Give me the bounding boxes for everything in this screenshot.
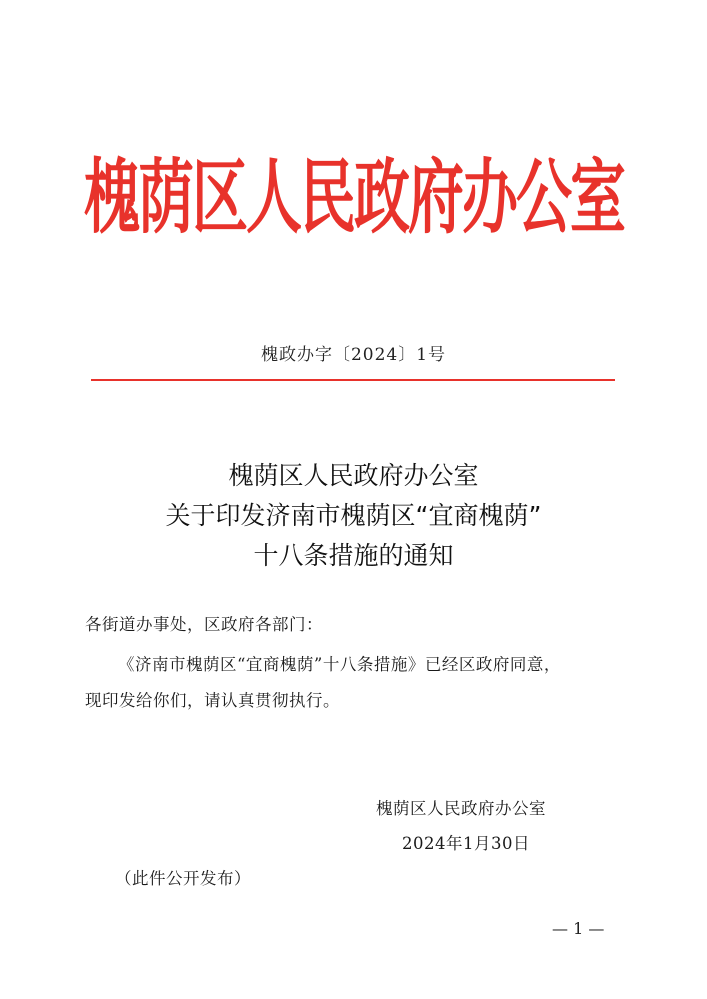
page-number: — 1 — — [552, 919, 605, 938]
notice-title-line-2: 关于印发济南市槐荫区“宜商槐荫” — [165, 501, 542, 530]
document-number: 槐政办字〔2024〕1号 — [260, 345, 447, 365]
red-divider-line — [91, 379, 615, 381]
publication-note: （此件公开发布） — [115, 869, 251, 888]
signature-date: 2024年1月30日 — [402, 834, 530, 853]
signature-organization: 槐荫区人民政府办公室 — [376, 799, 546, 818]
notice-title-line-3: 十八条措施的通知 — [253, 541, 454, 570]
body-paragraph-line-1: 《济南市槐荫区“宜商槐荫”十八条措施》已经区政府同意， — [118, 655, 561, 674]
body-paragraph-line-2: 现印发给你们，请认真贯彻执行。 — [85, 691, 340, 710]
masthead-title: 槐荫区人民政府办公室 — [84, 151, 624, 246]
notice-title-line-1: 槐荫区人民政府办公室 — [228, 461, 479, 490]
salutation: 各街道办事处，区政府各部门： — [85, 615, 323, 634]
